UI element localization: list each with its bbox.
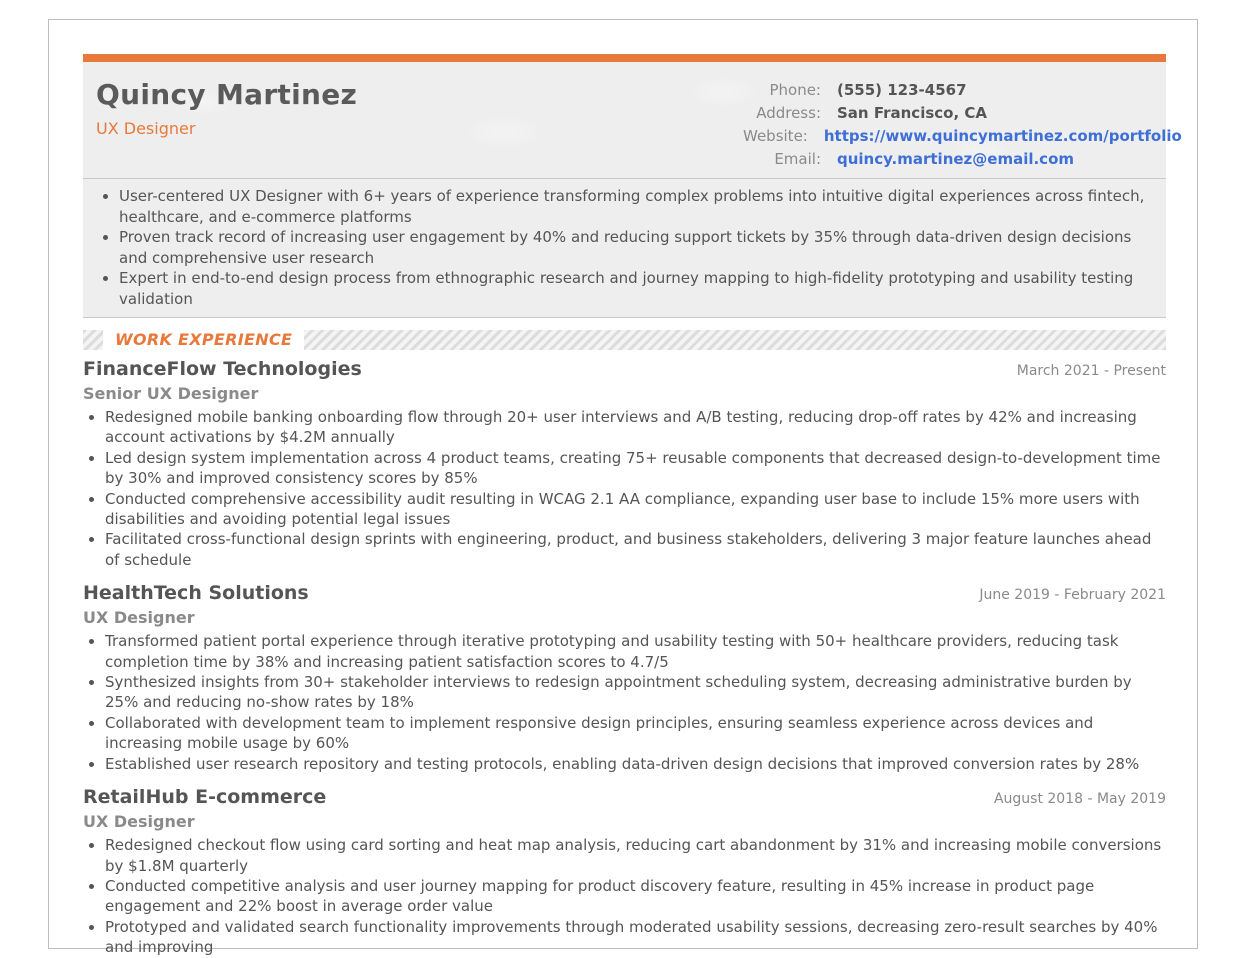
job-bullet: • Redesigned mobile banking onboarding flow through 20+ user interviews and A/B testing, reducing drop-off rates by 42% and increasing account activations by $4.2M annually [105,407,1166,448]
job-bullets [83,631,1166,774]
contact-email [743,147,1163,170]
email-link[interactable]: quincy.martinez@email.com [837,149,1075,168]
job-bullet: • Established user research repository and testing protocols, enabling data-driven design decisions that improved conversion rates by 28% [105,754,1166,774]
job-dates: June 2019 - February 2021 [979,587,1166,604]
contact-phone [743,78,1163,101]
job-title: Senior UX Designer [83,384,259,403]
job-bullet: • Transformed patient portal experience through iterative prototyping and usability testing with 50+ healthcare providers, reducing task completion time by 38% and increasing patient satisfaction scores to 4.7/5 [105,631,1166,672]
job-entry [83,582,1166,774]
job-entry [83,786,1166,957]
job-entry [83,358,1166,570]
company-name: FinanceFlow Technologies [83,358,362,380]
summary-item: • User-centered UX Designer with 6+ years of experience transforming complex problems into intuitive digital experiences across fintech, healthcare, and e-commerce platforms [119,186,1156,227]
company-name: HealthTech Solutions [83,582,309,605]
job-title: UX Designer [83,812,195,832]
contact-label: Website: [743,126,808,145]
contact-label: Address: [756,103,821,122]
resume-page [48,19,1198,957]
job-bullet: • Facilitated cross-functional design sprints with engineering, product, and business stakeholders, delivering 3 major feature launches ahead of schedule [105,529,1166,570]
job-bullets [83,835,1166,957]
job-bullet: • Prototyped and validated search functionality improvements through moderated usability sessions, decreasing zero-result searches by 40% and improving [105,917,1166,958]
job-bullet: • Redesigned checkout flow using card sorting and heat map analysis, reducing cart abandonment by 31% and increasing mobile conversions by $1.8M quarterly [105,835,1166,876]
summary-list [83,179,1166,318]
job-bullet: • Conducted comprehensive accessibility audit resulting in WCAG 2.1 AA compliance, expanding user base to include 15% more users with disabilities and avoiding potential legal issues [105,489,1166,530]
job-bullet: • Led design system implementation across 4 product teams, creating 75+ reusable components that decreased design-to-development time by 30% and improved consistency scores by 85% [105,448,1166,489]
section-header-work-experience [83,330,1166,350]
job-dates: August 2018 - May 2019 [993,791,1166,808]
candidate-name: Quincy Martinez [96,78,358,111]
contact-label: Phone: [769,80,821,99]
phone-value: (555) 123-4567 [837,80,967,99]
job-title: UX Designer [83,608,195,628]
job-bullets [83,407,1166,570]
summary-item: • Expert in end-to-end design process from ethnographic research and journey mapping to high-fidelity prototyping and usability testing validation [119,268,1156,309]
resume-content [83,54,1182,958]
accent-bar [83,54,1166,62]
summary-item: • Proven track record of increasing user engagement by 40% and reducing support tickets by 35% through data-driven design decisions and comprehensive user research [119,227,1156,268]
address-value: San Francisco, CA [837,103,988,122]
job-bullet: • Collaborated with development team to implement responsive design principles, ensuring seamless experience across devices and increasing mobile usage by 60% [105,713,1166,754]
contact-website [743,124,1182,147]
section-title: WORK EXPERIENCE [103,330,304,350]
job-dates: March 2021 - Present [1016,363,1166,379]
contact-address [743,101,1163,124]
resume-header [83,62,1182,179]
candidate-role: UX Designer [96,119,196,138]
company-name: RetailHub E-commerce [83,786,327,809]
job-bullet: • Conducted competitive analysis and user journey mapping for product discovery feature, resulting in 45% increase in product page engagement and 22% boost in average order value [105,876,1166,917]
job-bullet: • Synthesized insights from 30+ stakeholder interviews to redesign appointment scheduling system, decreasing administrative burden by 25% and reducing no-show rates by 18% [105,672,1166,713]
website-link[interactable]: https://www.quincymartinez.com/portfolio [823,126,1182,145]
contact-block [743,78,1182,170]
contact-label: Email: [774,149,821,168]
